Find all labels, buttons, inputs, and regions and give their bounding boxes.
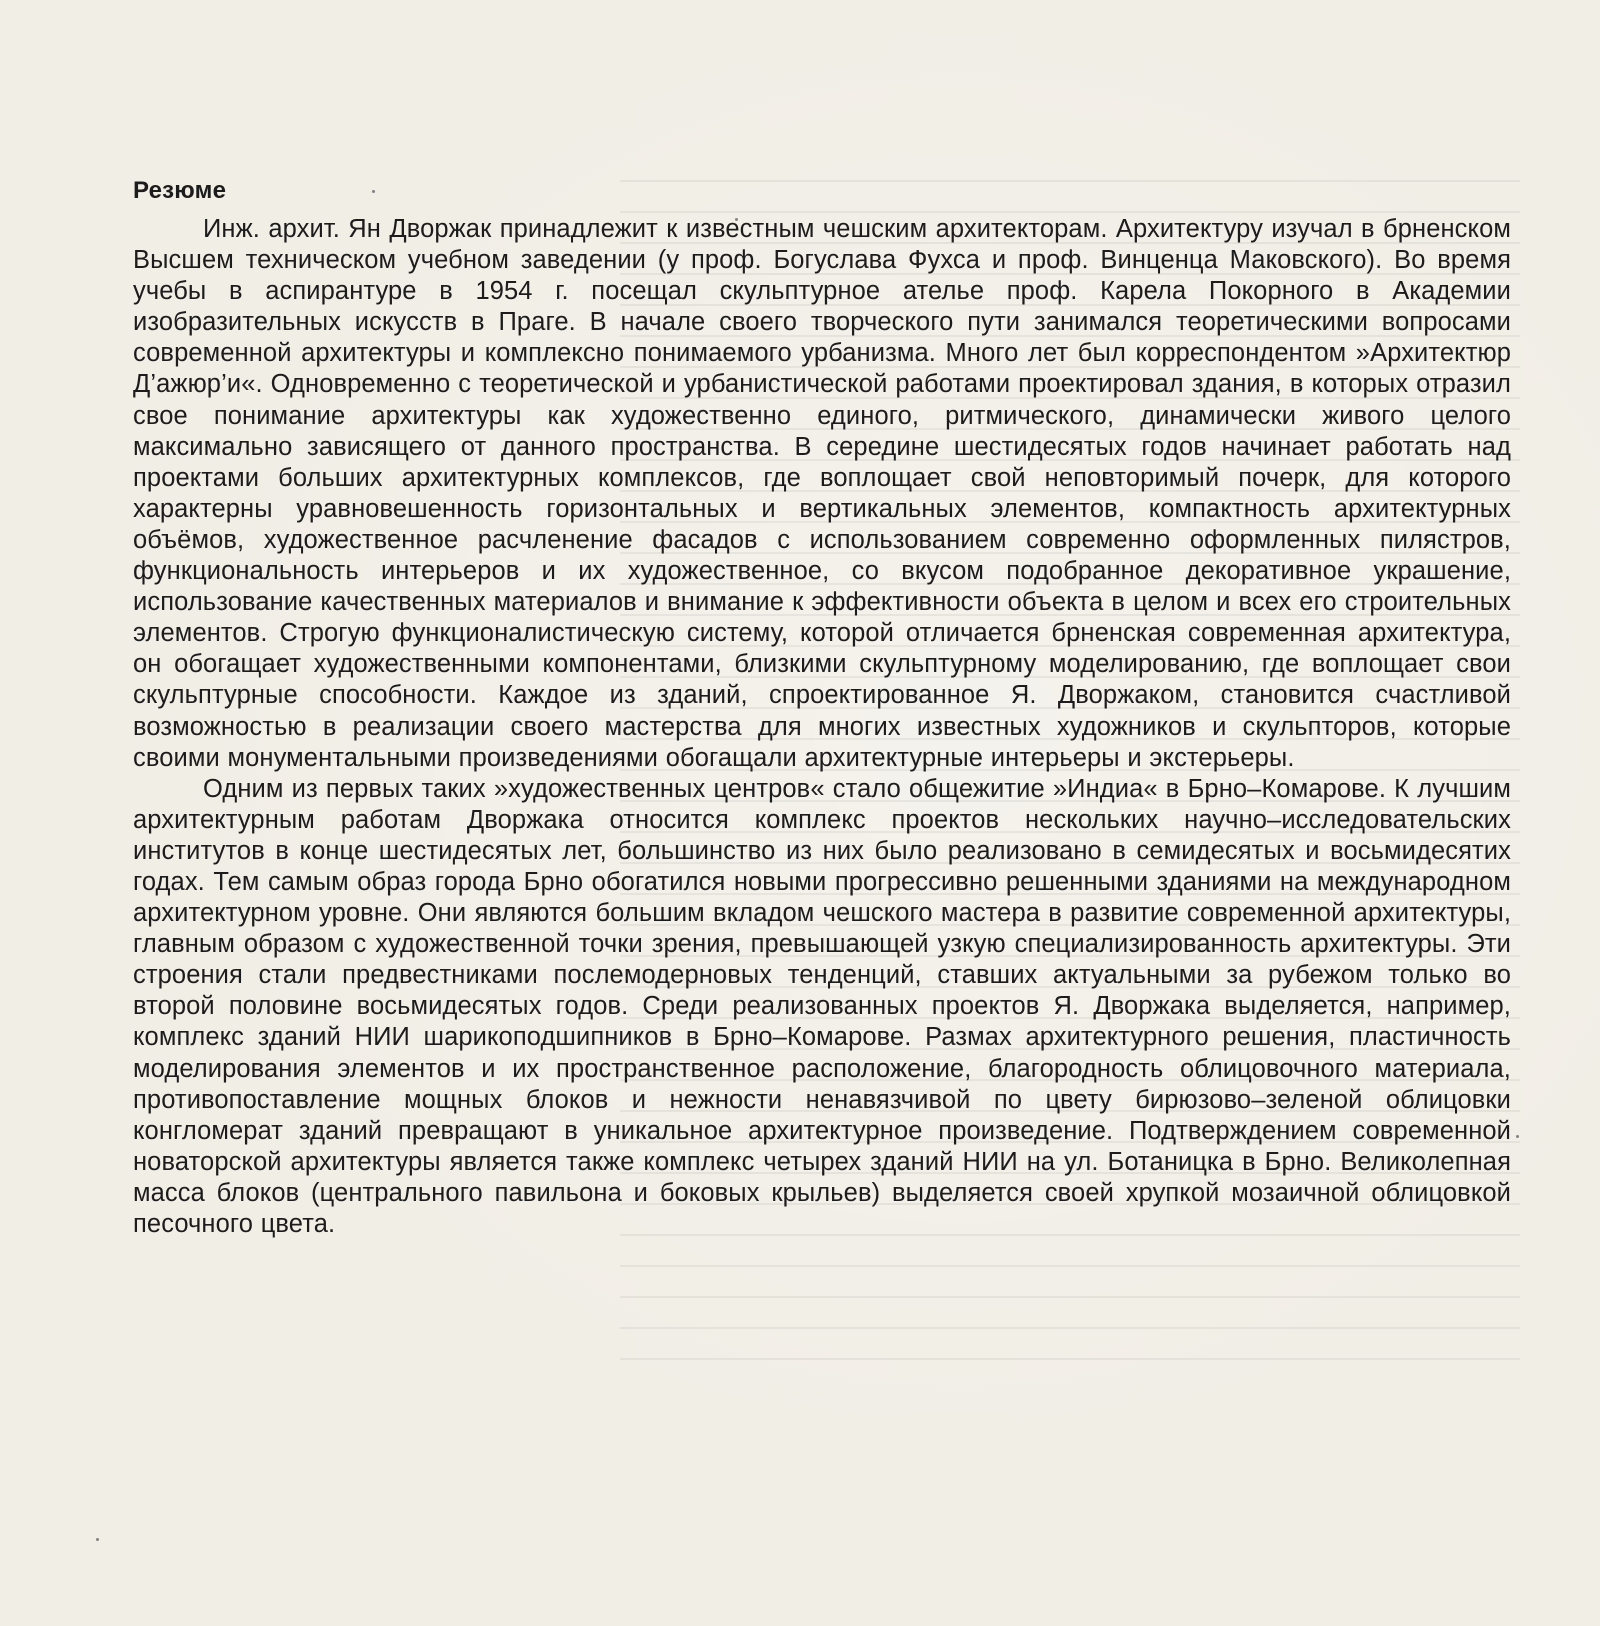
section-heading: Резюме	[133, 177, 227, 204]
speck	[1516, 1135, 1519, 1138]
paragraph-1: Инж. архит. Ян Дворжак принадлежит к известным чешским архитекторам. Архитектуру изучал в брненском Высшем техническом учебном заведении (у проф. Богуслава Фухса и проф. Винценца Маковского). Во время учебы в аспирантуре в 1954 г. посещал скульптурное ателье проф. Карела Покорного в Академии изобразительных искусств в Праге. В начале своего творческого пути занимался теоретическими вопросами современной архитектуры и комплексно понимаемого урбанизма. Много лет был корреспондентом »Архитектюр Д’ажюр’и«. Одновременно с теоретической и урбанистической работами проектировал здания, в которых отразил свое понимание архитектуры как художественно единого, ритмического, динамически живого целого максимально зависящего от данного пространства. В середине шестидесятых годов начинает работать над проектами больших архитектурных комплексов, где воплощает свой неповторимый почерк, для которого характерны уравновешенность горизонтальных и вертикальных элементов, компактность архитектурных объёмов, художественное расчленение фасадов с использованием современно оформленных пилястров, функциональность интерьеров и их художественное, со вкусом подобранное декоративное украшение, использование качественных материалов и внимание к эффективности объекта в целом и всех его строительных элементов. Строгую функционалистическую систему, которой отличается брненская современная архитектура, он обогащает художественными компонентами, близкими скульптурному моделированию, где воплощает свои скульптурные способности. Каждое из зданий, спроектированное Я. Дворжаком, становится счастливой возможностью в реализации своего мастерства для многих известных художников и скульпторов, которые своими монументальными произведениями обогащали архитектурные интерьеры и экстерьеры.	[133, 215, 1511, 772]
document-body	[133, 176, 1511, 1240]
paragraph-2: Одним из первых таких »художественных центров« стало общежитие »Индиа« в Брно–Комарове. К лучшим архитектурным работам Дворжака относится комплекс проектов нескольких научно–исследовательских институтов в конце шестидесятых лет, большинство из них было реализовано в семидесятых и восьмидесятих годах. Тем самым образ города Брно обогатился новыми прогрессивно решенными зданиями на международном архитектурном уровне. Они являются большим вкладом чешского мастера в развитие современной архитектуры, главным образом с художественной точки зрения, превышающей узкую специализированность архитектуры. Эти строения стали предвестниками послемодерновых тенденций, ставших актуальными за рубежом только во второй половине восьмидесятых годов. Среди реализованных проектов Я. Дворжака выделяется, например, комплекс зданий НИИ шарикоподшипников в Брно–Комарове. Размах архитектурного решения, пластичность моделирования элементов и их пространственное расположение, благородность облицовочного материала, противопоставление мощных блоков и нежности ненавязчивой по цвету бирюзово–зеленой облицовки конгломерат зданий превращают в уникальное архитектурное произведение. Подтверждением современной новаторской архитектуры является также комплекс четырех зданий НИИ на ул. Ботаницка в Брно. Великолепная масса блоков (центрального павильона и боковых крыльев) выделяется своей хрупкой мозаичной облицовкой песочного цвета.	[133, 774, 1511, 1238]
speck	[96, 1538, 99, 1541]
